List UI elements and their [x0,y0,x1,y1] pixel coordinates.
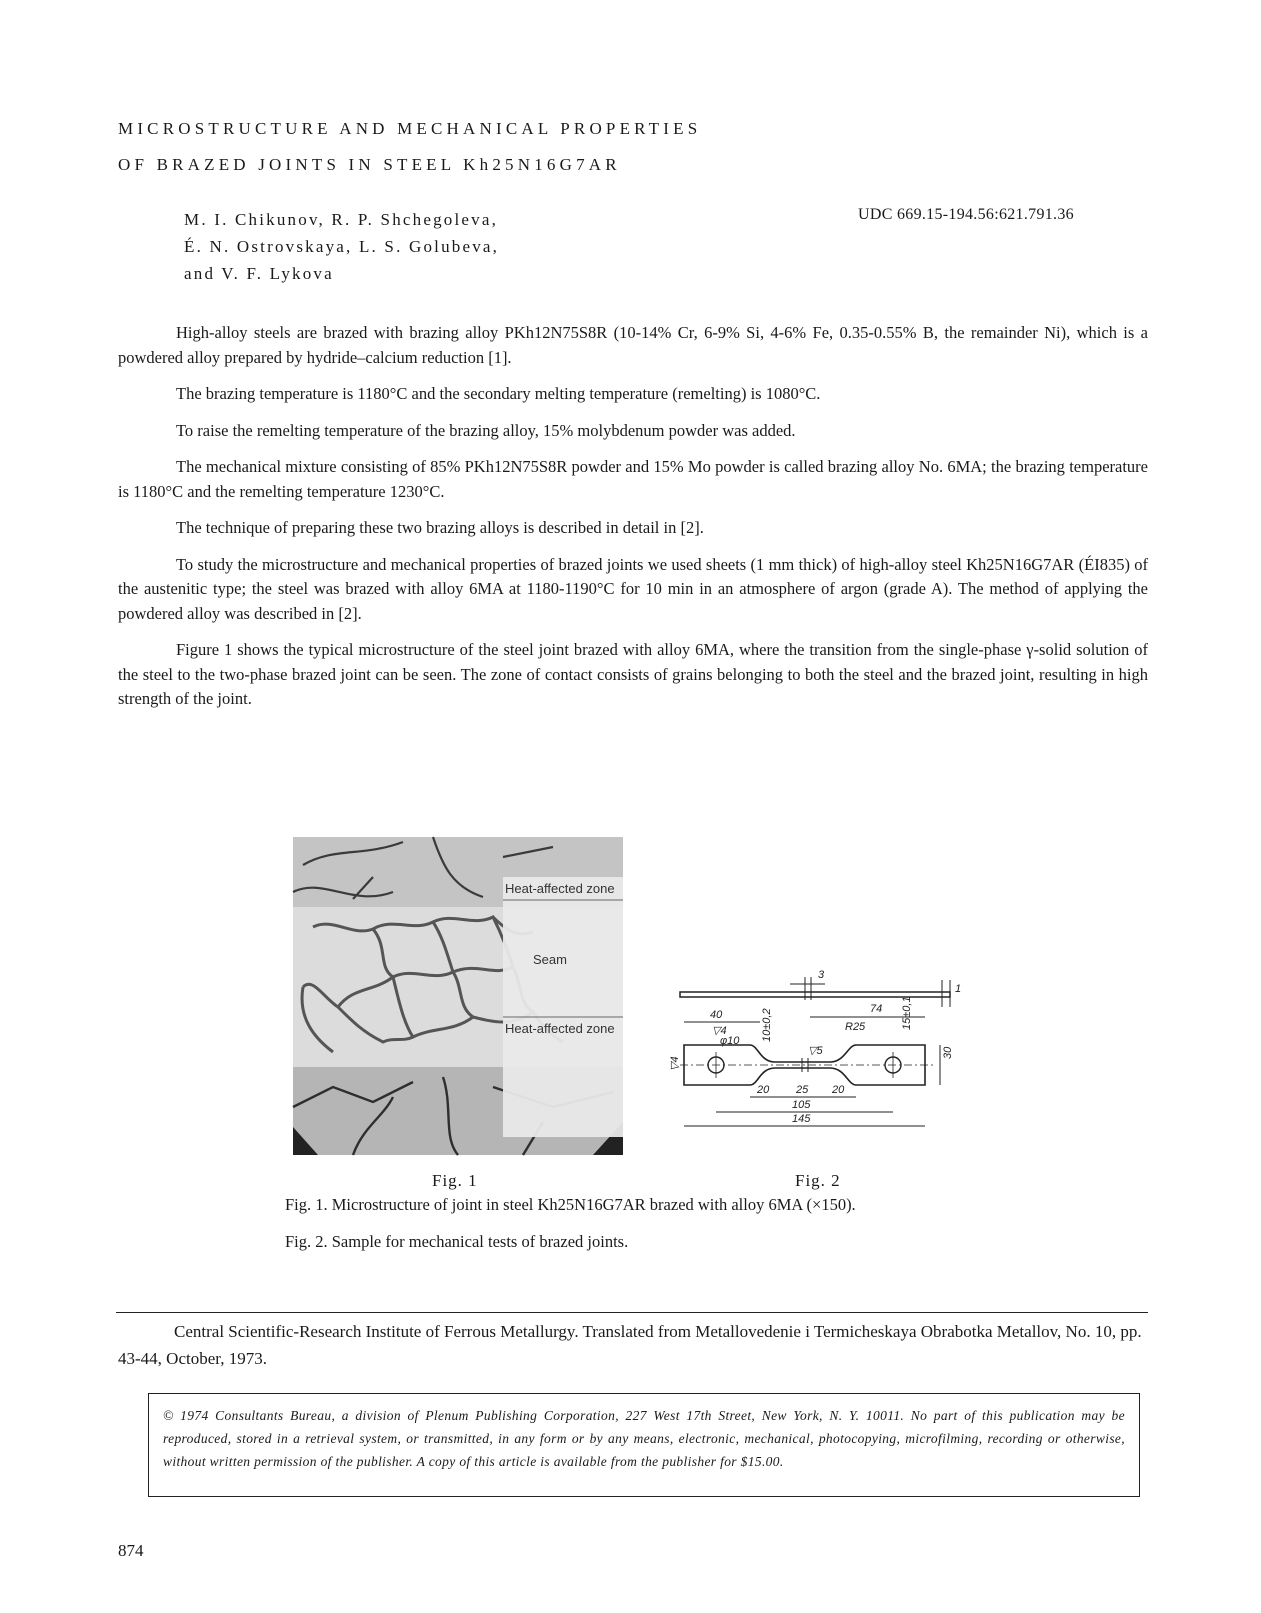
dim-25: 25 [796,1084,809,1096]
figure-2-label: Fig. 2 [795,1171,841,1190]
page-number: 874 [118,1541,144,1560]
dim-phi10: φ10 [720,1035,740,1047]
article-body [118,321,1148,724]
footnote-rule [116,1312,1148,1313]
figure-captions [285,1193,975,1267]
dim-15: 15±0,1 [901,996,913,1030]
annotation-haz-bottom: Heat-affected zone [505,1021,615,1036]
figure-1-label: Fig. 1 [432,1171,478,1190]
annotation-haz-top: Heat-affected zone [505,881,615,896]
dim-10: 10±0,2 [761,1008,773,1042]
paragraph-6: To study the microstructure and mechanical properties of brazed joints we used sheets (1 mm thick) of high-alloy steel Kh25N16G7AR (ÉI835) of the austenitic type; the steel was brazed with alloy 6MA at 1180-1190°C for 10 min in an atmosphere of argon (grade A). The method of applying the powdered alloy was described in [2]. [118,554,1148,623]
author-list [184,206,499,287]
paragraph-4: The mechanical mixture consisting of 85% PKh12N75S8R powder and 15% Mo powder is called brazing alloy No. 6MA; the brazing temperature is 1180°C and the remelting temperature 1230°C. [118,457,1148,501]
author-line-3: and V. F. Lykova [184,264,334,283]
dim-3: 3 [818,969,825,981]
finish-mark-4-side: ▽4 [669,1056,681,1071]
article-title-line-1: MICROSTRUCTURE AND MECHANICAL PROPERTIES [118,119,702,138]
caption-figure-1: Fig. 1. Microstructure of joint in steel Kh25N16G7AR brazed with alloy 6MA (×150). [285,1195,856,1214]
dim-20-left: 20 [757,1084,770,1096]
dim-40: 40 [710,1009,723,1021]
paragraph-3: To raise the remelting temperature of the brazing alloy, 15% molybdenum powder was added. [176,420,796,440]
annotation-seam: Seam [533,952,567,967]
dim-1: 1 [955,983,962,995]
caption-figure-2: Fig. 2. Sample for mechanical tests of brazed joints. [285,1232,629,1251]
paragraph-2: The brazing temperature is 1180°C and the secondary melting temperature (remelting) is 1080°C. [176,384,821,403]
micrograph-figure-1 [293,837,623,1155]
dim-74: 74 [870,1003,883,1015]
udc-code: UDC 669.15-194.56:621.791.36 [858,206,1074,223]
paragraph-7: Figure 1 shows the typical microstructure of the steel joint brazed with alloy 6MA, where the transition from the single-phase γ-solid solution of the steel to the two-phase brazed joint can be seen. The zone of contact consists of grains belonging to both the steel and the brazed joint, resulting in high strength of the joint. [118,640,1148,708]
dim-145: 145 [792,1113,811,1125]
dim-r25: R25 [845,1021,866,1033]
specimen-drawing-figure-2 [669,962,980,1152]
dim-30: 30 [942,1046,954,1059]
copyright-notice: © 1974 Consultants Bureau, a division of Plenum Publishing Corporation, 227 West 17th Street, New York, N. Y. 10011. No part of this publication may be reproduced, stored in a retrieval system, or transmitted, in any form or by any means, electronic, mechanical, photocopying, microfilming, recording or otherwise, without written permission of the publisher. A copy of this article is available from the publisher for $15.00. [148,1393,1140,1497]
author-line-2: É. N. Ostrovskaya, L. S. Golubeva, [184,237,500,256]
article-title-line-2: OF BRAZED JOINTS IN STEEL Kh25N16G7AR [118,155,621,174]
author-line-1: M. I. Chikunov, R. P. Shchegoleva, [184,210,499,229]
finish-mark-5: ▽5 [808,1045,823,1057]
paragraph-5: The technique of preparing these two brazing alloys is described in detail in [2]. [176,518,704,537]
dim-20-right: 20 [832,1084,845,1096]
affiliation-note: Central Scientific-Research Institute of Ferrous Metallurgy. Translated from Metallovedenie i Termicheskaya Obrabotka Metallov, No. 10, pp. 43-44, October, 1973. [118,1322,1142,1368]
dim-105: 105 [792,1099,811,1111]
finish-mark-4-top: ▽4 [712,1025,727,1037]
paragraph-1: High-alloy steels are brazed with brazing alloy PKh12N75S8R (10-14% Cr, 6-9% Si, 4-6% Fe, 0.35-0.55% B, the remainder Ni), which is a powdered alloy prepared by hydride–calcium reduction [1]. [118,323,1148,367]
